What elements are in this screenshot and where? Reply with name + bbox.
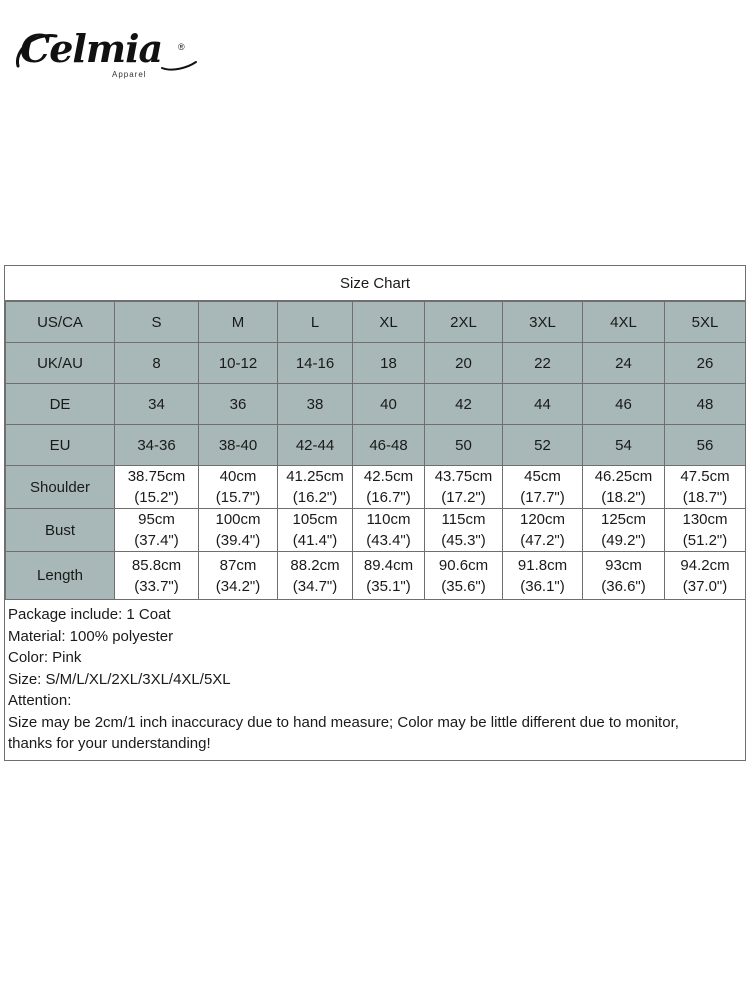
cm-value: 45cm (524, 468, 561, 485)
inch-value: (36.6") (601, 577, 646, 595)
measure-cell (503, 509, 583, 552)
measure-cell (665, 466, 746, 509)
table-cell: 10-12 (199, 343, 278, 384)
table-cell: 44 (503, 384, 583, 425)
size-cell: 2XL (425, 302, 503, 343)
measure-cell (353, 552, 425, 600)
cm-value: 88.2cm (290, 556, 340, 574)
inch-value: (43.4") (366, 532, 411, 549)
inch-value: (34.7") (292, 577, 338, 595)
table-cell: 54 (583, 425, 665, 466)
inch-value: (37.0") (682, 577, 728, 595)
row-label: UK/AU (6, 343, 115, 384)
note-package: Package include: 1 Coat (8, 606, 171, 623)
measure-cell (503, 466, 583, 509)
inch-value: (17.7") (520, 489, 565, 506)
table-cell: 50 (425, 425, 503, 466)
row-label: Length (6, 552, 115, 600)
inch-value: (45.3") (441, 532, 486, 549)
cm-value: 125cm (600, 511, 647, 528)
note-sizes: Size: S/M/L/XL/2XL/3XL/4XL/5XL (8, 670, 231, 688)
cm-value: 47.5cm (680, 468, 730, 485)
cm-value: 89.4cm (363, 556, 414, 574)
product-notes (8, 604, 744, 755)
measure-cell (115, 466, 199, 509)
table-cell: 42-44 (278, 425, 353, 466)
measure-cell (353, 509, 425, 552)
inch-value: (35.6") (441, 577, 486, 595)
inch-value: (41.4") (292, 532, 338, 549)
measure-cell (353, 466, 425, 509)
note-material: Material: 100% polyester (8, 627, 174, 645)
table-row-bust (6, 509, 746, 552)
table-row-length (6, 552, 746, 600)
table-cell: 34 (115, 384, 199, 425)
cm-value: 120cm (519, 511, 566, 528)
size-chart-title: Size Chart (5, 266, 745, 301)
measure-cell (503, 552, 583, 600)
inch-value: (15.7") (215, 489, 261, 506)
cm-value: 90.6cm (438, 556, 489, 574)
inch-value: (51.2") (682, 532, 728, 549)
table-row-shoulder (6, 466, 746, 509)
cm-value: 100cm (215, 511, 261, 528)
measure-cell (199, 466, 278, 509)
table-cell: 40 (353, 384, 425, 425)
inch-value: (16.7") (366, 489, 411, 506)
table-cell: 38-40 (199, 425, 278, 466)
table-cell: 20 (425, 343, 503, 384)
brand-logo (12, 22, 202, 92)
table-cell: 42 (425, 384, 503, 425)
table-cell: 52 (503, 425, 583, 466)
inch-value: (33.7") (134, 577, 179, 595)
table-row-uk-au (6, 343, 746, 384)
inch-value: (18.2") (601, 489, 646, 506)
brand-subtitle: Apparel (112, 70, 147, 79)
cm-value: 95cm (138, 511, 175, 528)
size-cell: 5XL (665, 302, 746, 343)
measure-cell (278, 509, 353, 552)
cm-value: 110cm (366, 511, 411, 528)
table-cell: 46 (583, 384, 665, 425)
table-cell: 24 (583, 343, 665, 384)
table-cell: 14-16 (278, 343, 353, 384)
note-thanks: thanks for your understanding! (8, 735, 211, 752)
measure-cell (278, 552, 353, 600)
inch-value: (17.2") (441, 489, 486, 506)
row-label: EU (6, 425, 115, 466)
cm-value: 85.8cm (131, 556, 182, 574)
cm-value: 130cm (682, 511, 728, 528)
size-cell: S (115, 302, 199, 343)
table-cell: 38 (278, 384, 353, 425)
measure-cell (583, 509, 665, 552)
row-label: DE (6, 384, 115, 425)
note-color: Color: Pink (8, 649, 82, 666)
row-label: Shoulder (6, 466, 115, 509)
note-attention-text: Size may be 2cm/1 inch inaccuracy due to hand measure; Color may be little different due to monitor, (8, 713, 679, 731)
table-cell: 48 (665, 384, 746, 425)
measure-cell (425, 509, 503, 552)
cm-value: 93cm (605, 556, 642, 574)
inch-value: (18.7") (682, 489, 728, 506)
table-row-eu (6, 425, 746, 466)
size-cell: XL (353, 302, 425, 343)
row-label: US/CA (6, 302, 115, 343)
table-row-us-ca (6, 302, 746, 343)
table-cell: 34-36 (115, 425, 199, 466)
measure-cell (583, 552, 665, 600)
inch-value: (36.1") (520, 577, 565, 595)
table-cell: 26 (665, 343, 746, 384)
cm-value: 87cm (219, 556, 257, 574)
inch-value: (15.2") (134, 489, 179, 506)
table-cell: 46-48 (353, 425, 425, 466)
measure-cell (665, 509, 746, 552)
measure-cell (665, 552, 746, 600)
size-chart (4, 265, 746, 761)
inch-value: (39.4") (215, 532, 261, 549)
measure-cell (115, 509, 199, 552)
measure-cell (425, 552, 503, 600)
measure-cell (583, 466, 665, 509)
cm-value: 41.25cm (286, 468, 344, 485)
brand-name: Celmia (20, 26, 163, 71)
table-cell: 18 (353, 343, 425, 384)
cm-value: 40cm (219, 468, 257, 485)
size-table (5, 301, 746, 600)
size-cell: L (278, 302, 353, 343)
measure-cell (115, 552, 199, 600)
cm-value: 46.25cm (594, 468, 653, 485)
size-cell: M (199, 302, 278, 343)
size-cell: 4XL (583, 302, 665, 343)
measure-cell (278, 466, 353, 509)
table-cell: 22 (503, 343, 583, 384)
inch-value: (35.1") (366, 577, 411, 595)
cm-value: 91.8cm (517, 556, 568, 574)
cm-value: 42.5cm (363, 468, 414, 485)
measure-cell (425, 466, 503, 509)
table-cell: 56 (665, 425, 746, 466)
inch-value: (47.2") (520, 532, 565, 549)
cm-value: 105cm (292, 511, 338, 528)
cm-value: 38.75cm (127, 468, 186, 485)
note-attention: Attention: (8, 692, 72, 709)
table-row-de (6, 384, 746, 425)
cm-value: 43.75cm (434, 468, 493, 485)
inch-value: (16.2") (292, 489, 338, 506)
measure-cell (199, 509, 278, 552)
inch-value: (49.2") (601, 532, 646, 549)
inch-value: (34.2") (215, 577, 261, 595)
brand-registered-mark: ® (178, 42, 185, 52)
cm-value: 115cm (441, 511, 486, 528)
measure-cell (199, 552, 278, 600)
size-cell: 3XL (503, 302, 583, 343)
inch-value: (37.4") (134, 532, 179, 549)
table-cell: 36 (199, 384, 278, 425)
row-label: Bust (6, 509, 115, 552)
table-cell: 8 (115, 343, 199, 384)
cm-value: 94.2cm (680, 556, 730, 574)
